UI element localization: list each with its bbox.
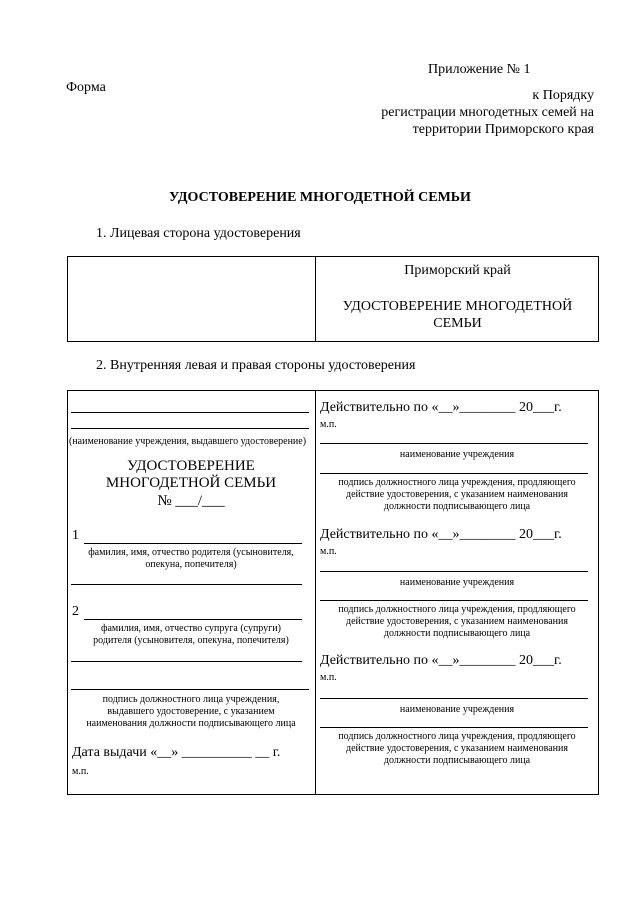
- validity-stamp-3: м.п.: [320, 672, 337, 683]
- extension-sign-caption-1c: должности подписывающего лица: [383, 501, 531, 512]
- extension-sign-caption-1b: действие удостоверения, с указанием наименования: [346, 489, 568, 500]
- document-title: УДОСТОВЕРЕНИЕ МНОГОДЕТНОЙ СЕМЬИ: [169, 190, 471, 205]
- spouse-extra-line: [71, 661, 302, 662]
- validity-stamp-1: м.п.: [320, 419, 337, 430]
- issuer-line-1: [71, 412, 309, 413]
- form-label: Форма: [66, 80, 106, 95]
- institution-line-3: [320, 698, 588, 699]
- appendix-label: Приложение № 1: [428, 62, 531, 77]
- issuer-sign-caption-1: подпись должностного лица учреждения,: [102, 694, 280, 705]
- issuer-line-2: [71, 428, 309, 429]
- extension-sign-line-2: [320, 600, 588, 601]
- issuer-sign-line: [71, 689, 309, 690]
- extension-sign-caption-2b: действие удостоверения, с указанием наименования: [346, 616, 568, 627]
- validity-line-2: Действительно по «__»________ 20___г.: [320, 527, 562, 542]
- extension-sign-line-3: [320, 727, 588, 728]
- parent-number: 1: [72, 528, 79, 543]
- spouse-name-line: [84, 619, 302, 620]
- section1-heading: 1. Лицевая сторона удостоверения: [96, 226, 301, 241]
- spouse-number: 2: [72, 604, 79, 619]
- issuer-sign-caption-2: выдавшего удостоверение, с указанием: [107, 706, 275, 717]
- inner-cert-line1: УДОСТОВЕРЕНИЕ: [127, 458, 255, 474]
- extension-sign-line-1: [320, 473, 588, 474]
- institution-caption-3: наименование учреждения: [399, 704, 515, 715]
- extension-sign-caption-3c: должности подписывающего лица: [383, 755, 531, 766]
- certificate-number: № ___/___: [157, 493, 225, 509]
- order-line-2: регистрации многодетных семей на: [381, 105, 594, 120]
- spouse-caption-2: родителя (усыновителя, опекуна, попечителя): [93, 635, 289, 646]
- order-line-3: территории Приморского края: [412, 122, 594, 137]
- institution-line-2: [320, 571, 588, 572]
- front-cert-line1: УДОСТОВЕРЕНИЕ МНОГОДЕТНОЙ: [342, 299, 573, 314]
- extension-sign-caption-2a: подпись должностного лица учреждения, продляющего: [338, 604, 576, 615]
- institution-caption-2: наименование учреждения: [399, 577, 515, 588]
- institution-caption-1: наименование учреждения: [399, 449, 515, 460]
- issue-date: Дата выдачи «__» __________ __ г.: [72, 745, 281, 760]
- issuer-caption: (наименование учреждения, выдавшего удостоверение): [69, 436, 307, 447]
- order-line-1: к Порядку: [532, 88, 594, 103]
- issue-stamp: м.п.: [72, 766, 89, 777]
- parent-extra-line: [71, 584, 302, 585]
- parent-caption-2: опекуна, попечителя): [145, 559, 237, 570]
- issuer-sign-caption-3: наименования должности подписывающего лица: [86, 718, 296, 729]
- parent-caption-1: фамилия, имя, отчество родителя (усыновителя,: [88, 547, 294, 558]
- spouse-caption-1: фамилия, имя, отчество супруга (супруги): [101, 623, 281, 634]
- parent-name-line: [84, 543, 302, 544]
- extension-sign-caption-3a: подпись должностного лица учреждения, продляющего: [338, 731, 576, 742]
- front-cert-line2: СЕМЬИ: [433, 316, 482, 331]
- section2-heading: 2. Внутренняя левая и правая стороны удостоверения: [96, 358, 416, 373]
- extension-sign-caption-3b: действие удостоверения, с указанием наименования: [346, 743, 568, 754]
- extension-sign-caption-1a: подпись должностного лица учреждения, продляющего: [338, 477, 576, 488]
- institution-line-1: [320, 443, 588, 444]
- extension-sign-caption-2c: должности подписывающего лица: [383, 628, 531, 639]
- region-label: Приморский край: [404, 263, 511, 278]
- inner-cert-line2: МНОГОДЕТНОЙ СЕМЬИ: [105, 475, 277, 491]
- validity-line-3: Действительно по «__»________ 20___г.: [320, 653, 562, 668]
- validity-line-1: Действительно по «__»________ 20___г.: [320, 400, 562, 415]
- validity-stamp-2: м.п.: [320, 546, 337, 557]
